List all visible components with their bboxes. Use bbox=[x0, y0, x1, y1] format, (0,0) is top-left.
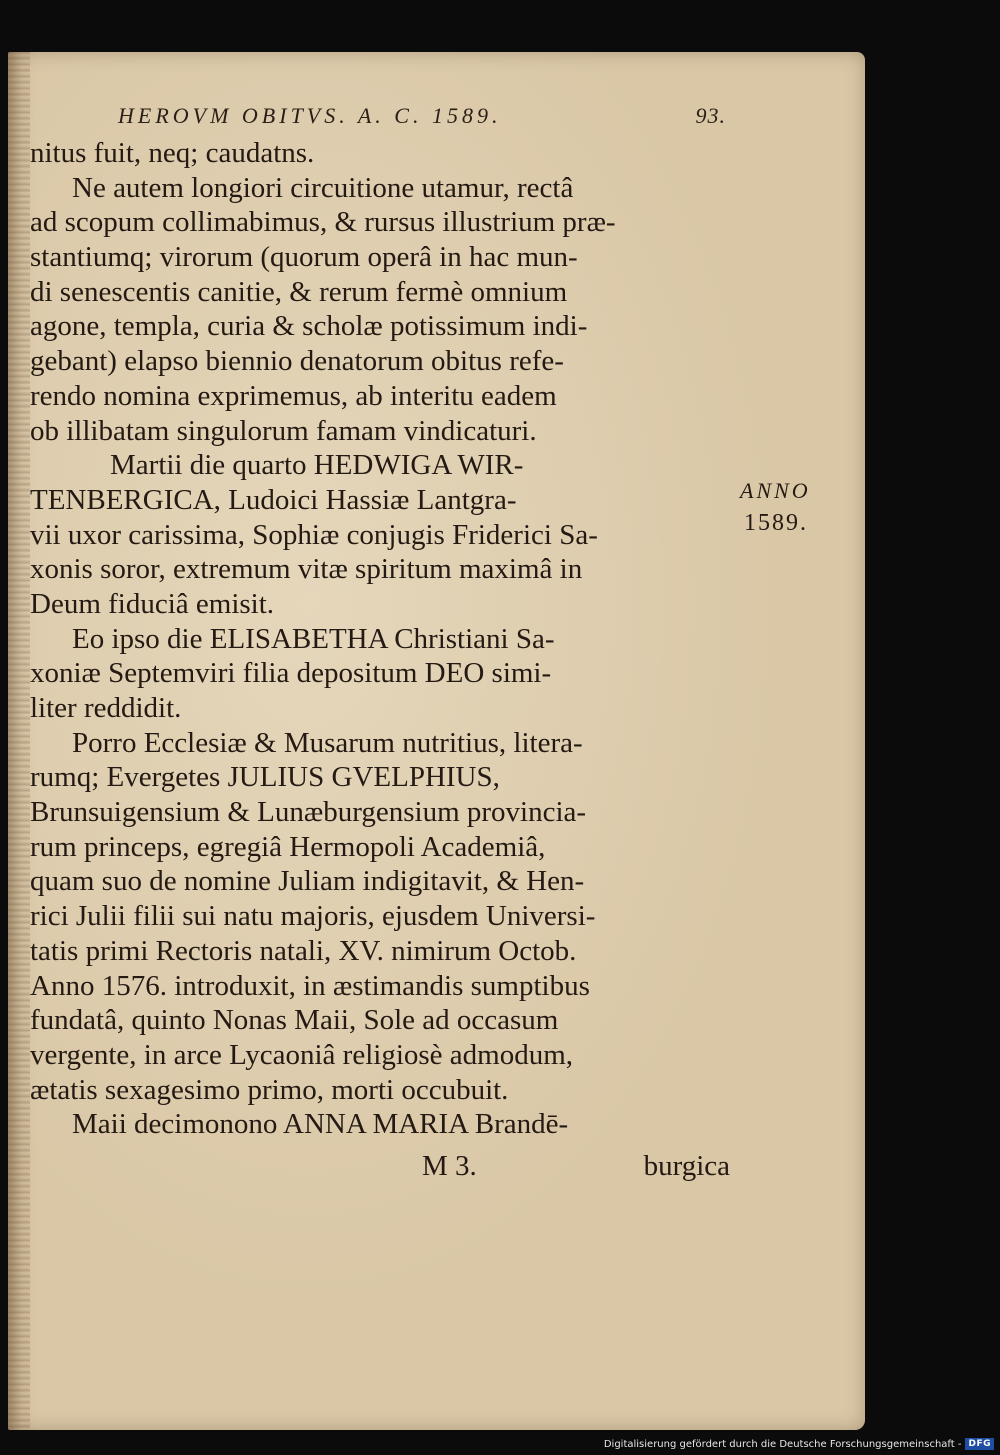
text-line: rumq; Evergetes JULIUS GVELPHIUS, bbox=[30, 761, 500, 794]
text-line: Brunsuigensium & Lunæburgensium provincia- bbox=[30, 796, 587, 829]
text-line: Ne autem longiori circuitione utamur, rectâ bbox=[72, 171, 574, 204]
credit-text: Digitalisierung gefördert durch die Deutsche Forschungsgemeinschaft - bbox=[603, 1438, 962, 1450]
text-line: nitus fuit, neq; caudatns. bbox=[30, 137, 315, 169]
text-line: ætatis sexagesimo primo, morti occubuit. bbox=[30, 1073, 509, 1106]
text-line: Deum fiduciâ emisit. bbox=[30, 587, 275, 620]
text-line: xonis soror, extremum vitæ spiritum maximâ in bbox=[30, 553, 583, 586]
text-line: ad scopum collimabimus, & rursus illustrium præ- bbox=[30, 206, 616, 239]
page-gutter bbox=[8, 52, 30, 1430]
text-line: rum princeps, egregiâ Hermopoli Academiâ, bbox=[30, 830, 546, 863]
text-line: Eo ipso die ELISABETHA Christiani Sa- bbox=[72, 622, 555, 655]
text-line: rendo nomina exprimemus, ab interitu eadem bbox=[30, 379, 557, 412]
text-line: stantiumq; virorum (quorum operâ in hac mun- bbox=[30, 241, 578, 274]
catchword: burgica bbox=[643, 1150, 730, 1182]
text-line: ob illibatam singulorum famam vindicaturi. bbox=[30, 414, 537, 447]
text-line: Maii decimonono ANNA MARIA Brandē- bbox=[72, 1108, 569, 1141]
text-line: vii uxor carissima, Sophiæ conjugis Friderici Sa- bbox=[30, 518, 598, 551]
text-line: Porro Ecclesiæ & Musarum nutritius, litera- bbox=[72, 726, 583, 759]
page-footer bbox=[30, 1150, 730, 1186]
margin-note-year: 1589. bbox=[744, 510, 808, 536]
text-line: quam suo de nomine Juliam indigitavit, & Hen- bbox=[30, 865, 585, 898]
text-line: Anno 1576. introduxit, in æstimandis sumptibus bbox=[30, 969, 590, 1002]
dfg-logo-icon: DFG bbox=[965, 1438, 994, 1450]
digitization-credit bbox=[604, 1436, 994, 1452]
page-number: 93. bbox=[695, 103, 726, 128]
text-line: fundatâ, quinto Nonas Maii, Sole ad occasum bbox=[30, 1004, 559, 1037]
text-line: di senescentis canitie, & rerum fermè omnium bbox=[30, 275, 568, 308]
text-line: vergente, in arce Lycaoniâ religiosè admodum, bbox=[30, 1038, 574, 1071]
running-title: HEROVM OBITVS. A. C. 1589. bbox=[118, 103, 502, 128]
text-line: agone, templa, curia & scholæ potissimum indi- bbox=[30, 310, 588, 343]
text-line: TENBERGICA, Ludoici Hassiæ Lantgra- bbox=[30, 483, 517, 516]
text-line: liter reddidit. bbox=[30, 692, 182, 724]
running-header bbox=[118, 103, 726, 135]
margin-note-anno: ANNO bbox=[740, 478, 811, 503]
text-line: gebant) elapso biennio denatorum obitus refe- bbox=[30, 345, 564, 378]
text-line: xoniæ Septemviri filia depositum DEO simi- bbox=[30, 657, 552, 690]
text-line: rici Julii filii sui natu majoris, ejusdem Universi- bbox=[30, 900, 596, 933]
text-line: tatis primi Rectoris natali, XV. nimirum Octob. bbox=[30, 934, 577, 967]
body-text bbox=[30, 136, 730, 1142]
text-line: Martii die quarto HEDWIGA WIR- bbox=[110, 449, 524, 482]
signature-mark: M 3. bbox=[422, 1150, 477, 1182]
margin-note bbox=[740, 478, 850, 537]
